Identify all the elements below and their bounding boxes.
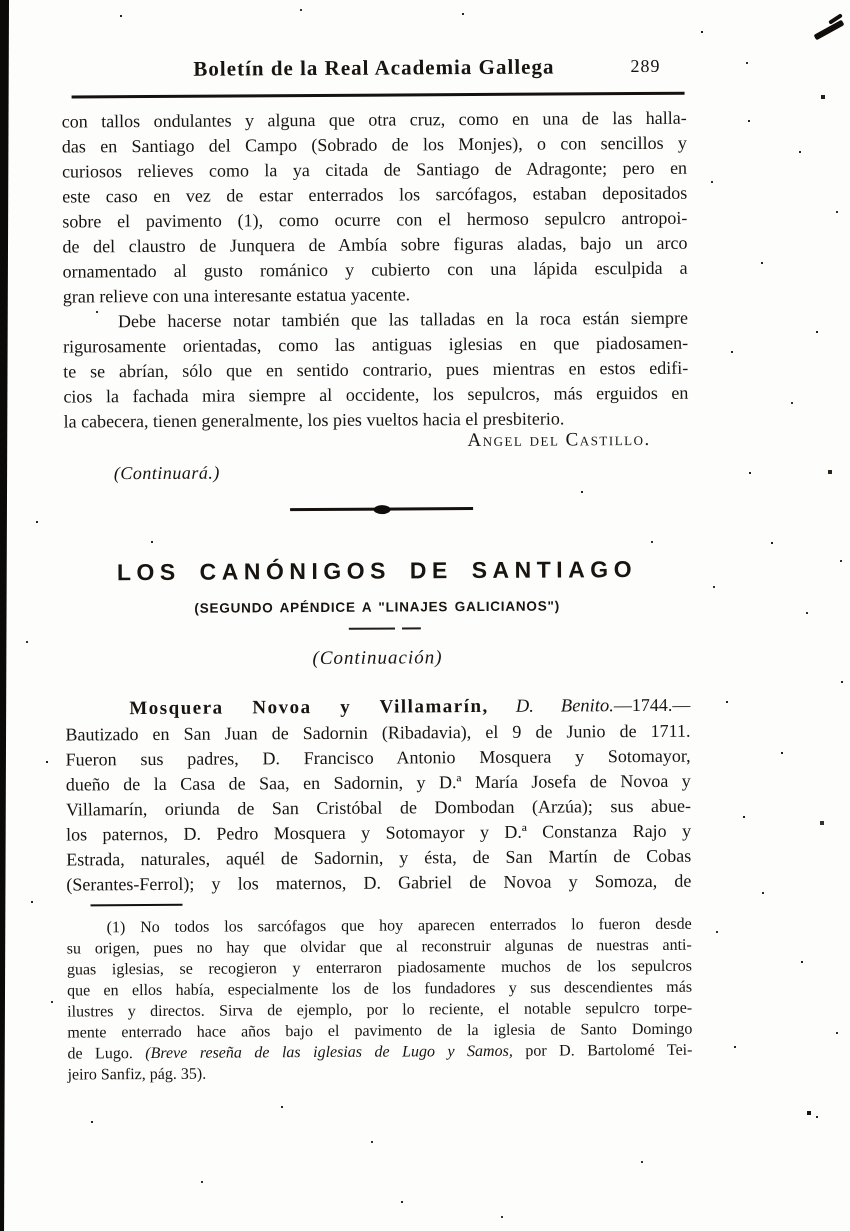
footnote-lines — [67, 914, 693, 1044]
entry-name-italic: D. Benito. — [488, 696, 614, 717]
entry-paragraph — [65, 693, 691, 898]
article-subtitle: (SEGUNDO APÉNDICE A "LINAJES GALICIANOS") — [194, 598, 561, 616]
entry-lead-line — [65, 693, 690, 723]
entry-year: —1744.— — [613, 694, 691, 716]
text-line: sobre el pavimento (1), como ocurre con el hermoso sepulcro antropoi- — [62, 207, 688, 232]
text-line: con tallos ondulantes y alguna que otra cruz, como en una de las halla- — [61, 107, 687, 132]
footnote-last-line: jeiro Sanfiz, pág. 35). — [67, 1065, 207, 1084]
text-line: cios la fachada mira siempre al occidente, los sepulcros, más erguidos en — [63, 382, 689, 407]
text-line: Bautizado en San Juan de Sadornin (Ribadavia), el 9 de Junio de 1711. — [65, 720, 691, 745]
text-line: (1) No todos los sarcófagos que hoy aparecen enterrados lo fueron desde — [106, 915, 692, 937]
entry-body-lines — [65, 719, 691, 898]
article-title: LOS CANÓNIGOS DE SANTIAGO — [116, 556, 638, 586]
text-line: este caso en vez de estar enterrados los sarcófagos, estaban depositados — [62, 182, 688, 207]
footnote-separator-rule — [91, 904, 183, 907]
paragraph — [63, 306, 689, 435]
text-line: das en Santiago del Campo (Sobrado de los Monjes), o con sencillos y — [61, 132, 687, 157]
footnote-text: por D. Bartolomé Tei- — [512, 1041, 693, 1060]
scan-noise-speckles — [0, 0, 2, 2]
text-line: gran relieve con una interesante estatua yacente. — [62, 284, 411, 307]
text-line: curiosos relieves como la ya citada de Santiago de Adragonte; pero en — [61, 157, 688, 182]
text-line: los paternos, D. Pedro Mosquera y Sotomayor y D.ª Constanza Rajo y — [66, 820, 692, 845]
text-line: ornamentado al gusto románico y cubierto con una lápida esculpida a — [62, 257, 688, 282]
text-line: mente enterrado hace años bajo el pavimento de la iglesia de Santo Domingo — [67, 1020, 693, 1042]
footnote — [67, 914, 693, 1086]
section-divider-rule — [290, 507, 473, 511]
text-line: Fueron sus padres, D. Francisco Antonio Mosquera y Sotomayor, — [65, 745, 691, 770]
text-line: Villamarín, oriunda de San Cristóbal de Dombodan (Arzúa); sus abue- — [65, 795, 691, 820]
text-line: guas iglesias, se recogieron y enterraron piadosamente muchos de los sepulcros — [66, 957, 692, 979]
journal-title: Boletín de la Real Academia Gallega — [193, 54, 555, 81]
author-signature: Angel del Castillo. — [467, 428, 651, 452]
text-line: Debe hacerse notar también que las talladas en la roca están siempre — [117, 307, 689, 332]
text-line: te se abrían, sólo que en sentido contrario, pues mientras en estos edifi- — [63, 357, 689, 382]
to-be-continued-note: (Continuará.) — [113, 462, 220, 484]
text-line: de del claustro de Junquera de Ambía sobre figuras aladas, bajo un arco — [62, 232, 688, 257]
entry-name-bold: Mosquera Novoa y Villamarín, — [129, 695, 489, 720]
paragraph-continued-from-previous-page — [62, 106, 688, 310]
continuation-label: (Continuación) — [312, 647, 443, 670]
text-line: (Serantes-Ferrol); y los maternos, D. Gabriel de Novoa y Somoza, de — [66, 870, 692, 895]
text-column — [61, 0, 694, 1231]
subtitle-rule — [349, 627, 421, 629]
footnote-citation-line — [67, 1040, 692, 1065]
header-rule — [72, 92, 685, 98]
text-line: rigurosamente orientadas, como las antiguas iglesias en que piadosamen- — [63, 332, 689, 357]
text-line: que en ellos había, especialmente los de los fundadores y sus descendientes más — [66, 978, 693, 1000]
text-line: ilustres y directos. Sirva de ejemplo, por lo reciente, el notable sepulcro torpe- — [67, 999, 693, 1021]
text-line: la cabecera, tienen generalmente, los pies vueltos hacia el presbiterio. — [63, 408, 565, 432]
footnote-work-title-italic: (Breve reseña de las iglesias de Lugo y Samos, — [145, 1042, 513, 1063]
text-line: dueño de la Casa de Saa, en Sadornin, y D.ª María Josefa de Novoa y — [65, 770, 691, 795]
scan-gutter-shadow — [0, 0, 9, 1231]
text-line: su origen, pues no hay que olvidar que al reconstruir algunas de nuestras anti- — [66, 936, 692, 958]
text-line: Estrada, naturales, aquél de Sadornin, y ésta, de San Martín de Cobas — [66, 845, 692, 870]
page-number: 289 — [630, 55, 661, 77]
footnote-text: de Lugo. — [67, 1045, 146, 1063]
